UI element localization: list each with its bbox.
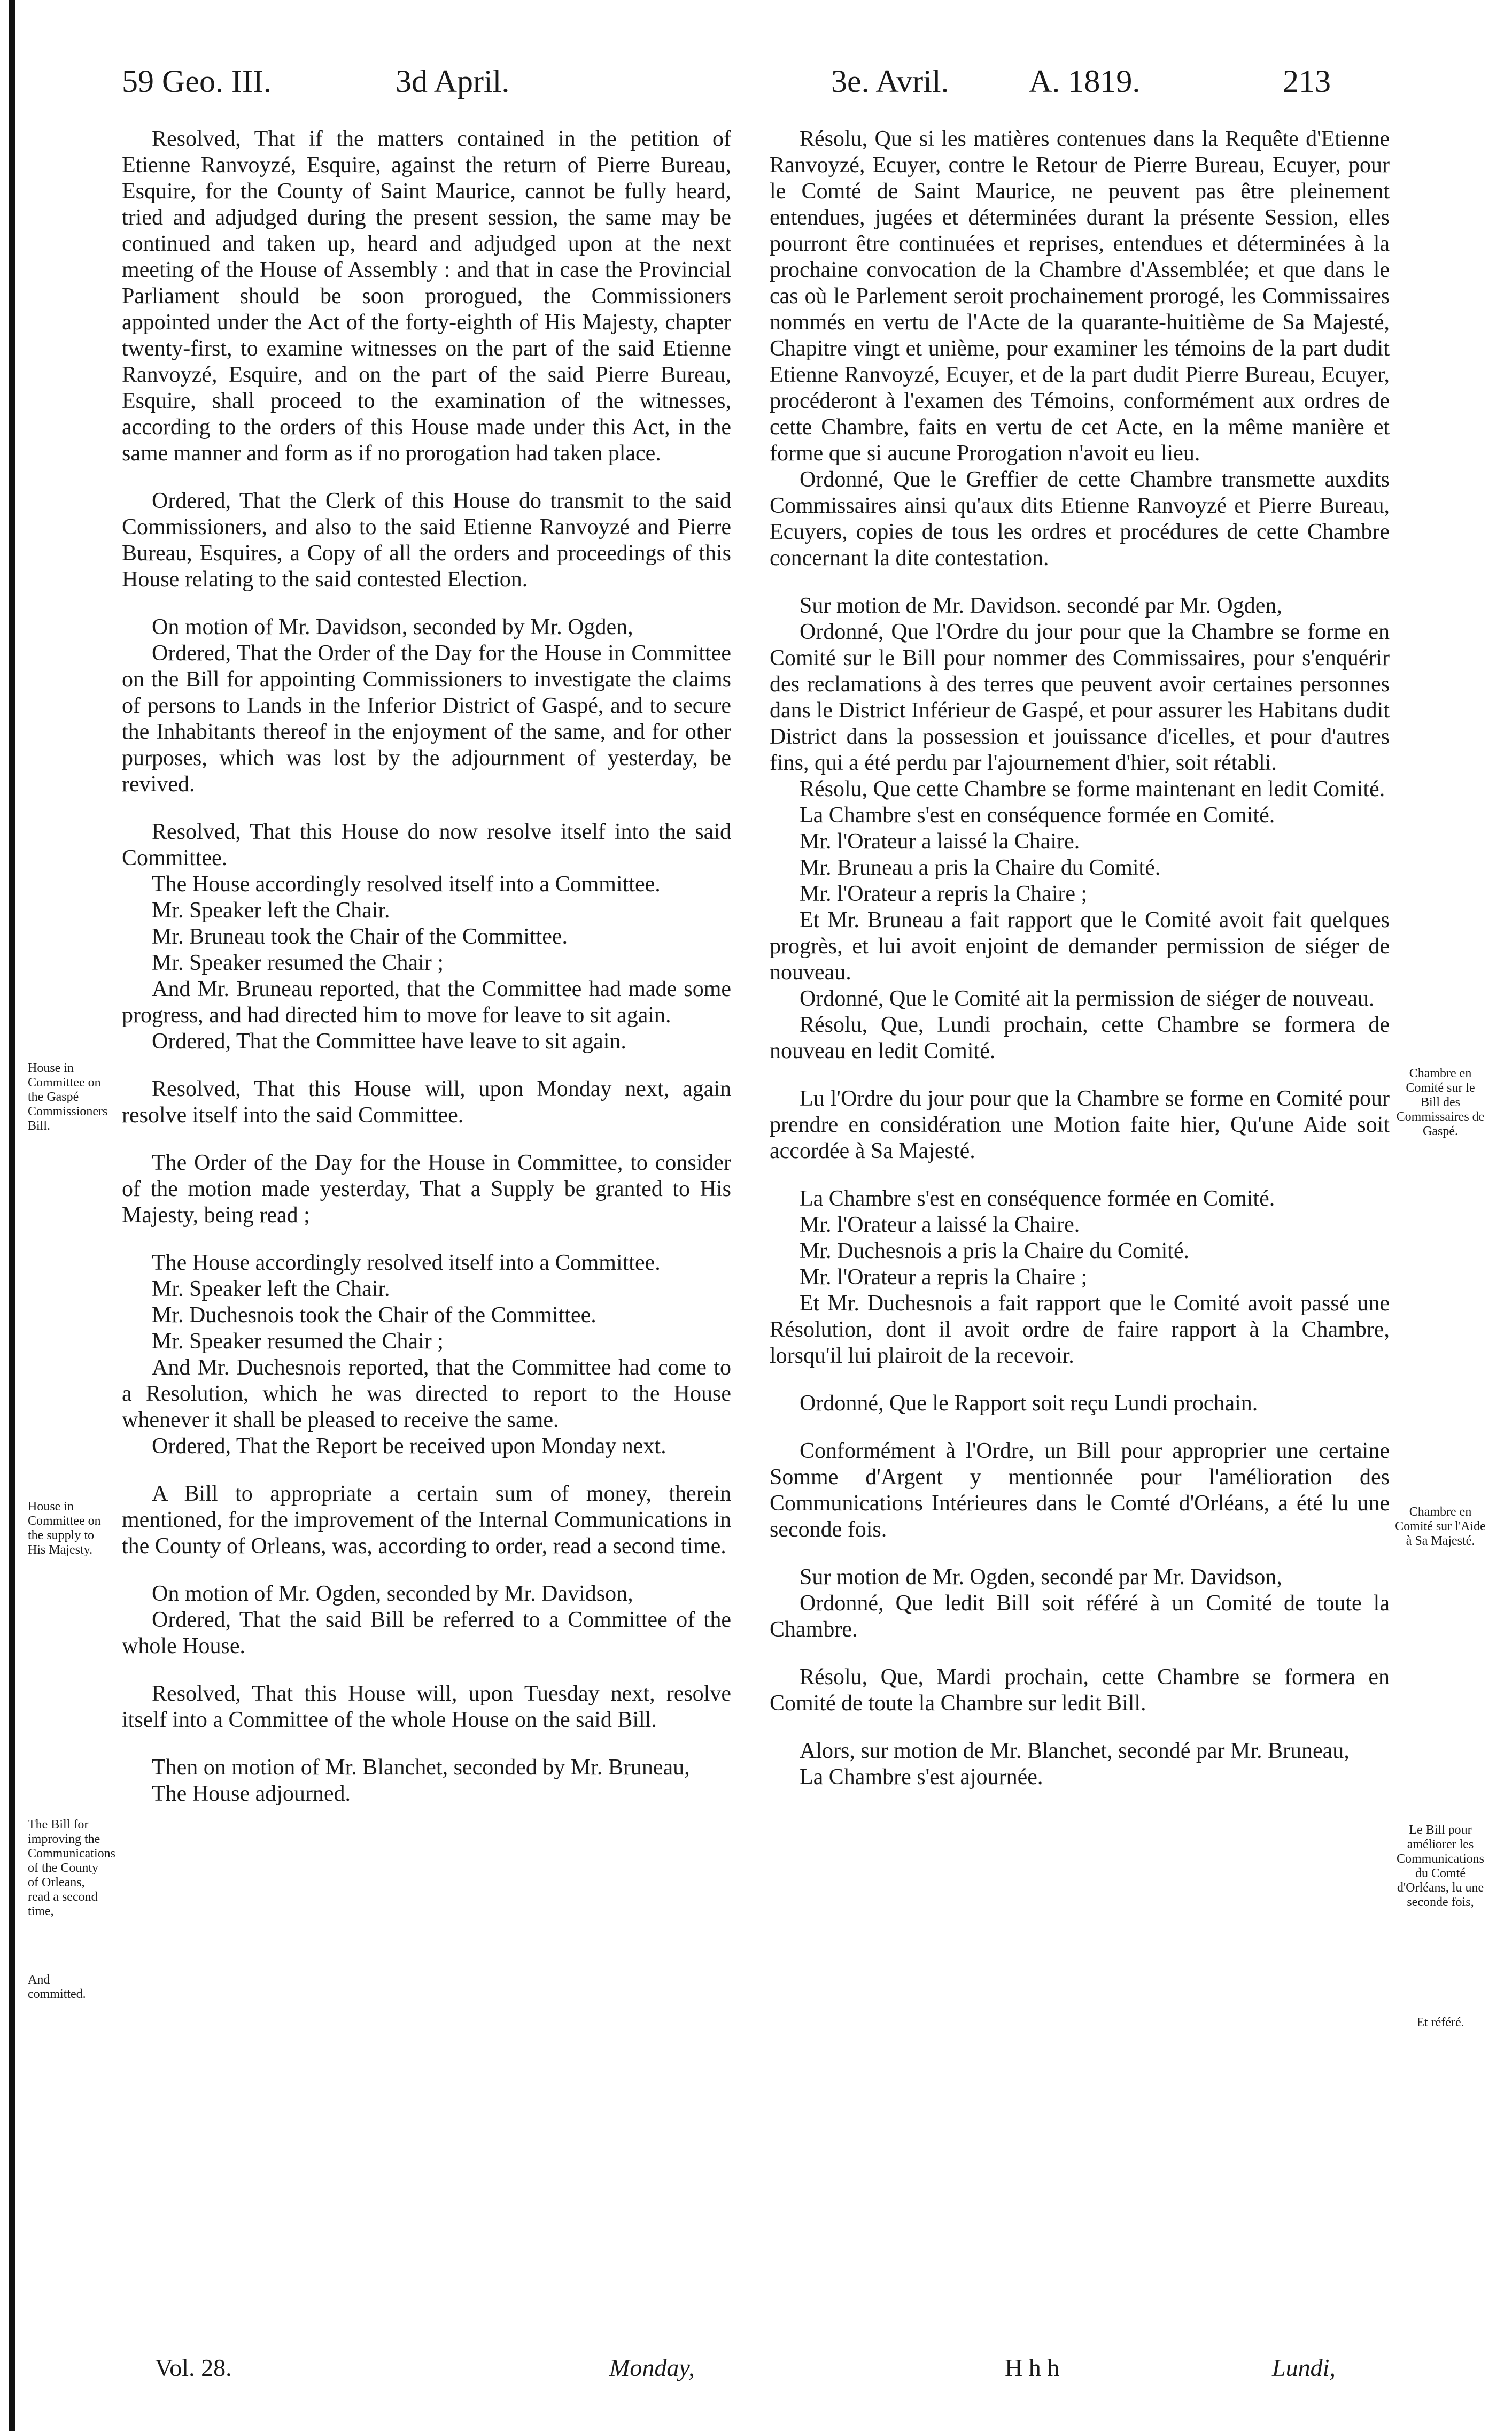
fr-para: La Chambre s'est ajournée. <box>800 1765 1043 1789</box>
margin-note-left: House in Committee on the Gaspé Commissioners Bill. <box>28 1061 108 1133</box>
fr-para: Et Mr. Bruneau a fait rapport que le Comité avoit fait quelques progrès, et lui avoit enjoint de demander permission de siéger de nouveau. <box>770 908 1390 985</box>
margin-note-right: Chambre en Comité sur le Bill des Commissaires de Gaspé. <box>1396 1067 1485 1138</box>
en-para: Ordered, That the said Bill be referred to a Committee of the whole House. <box>122 1608 731 1658</box>
en-para: Ordered, That the Committee have leave to sit again. <box>152 1029 626 1054</box>
catchword-fr: Lundi, <box>1272 2354 1336 2381</box>
margin-note-right: Chambre en Comité sur l'Aide à Sa Majesté. <box>1395 1505 1486 1548</box>
en-para: The House adjourned. <box>152 1781 351 1806</box>
margin-note-right: Et référé. <box>1416 2016 1464 2029</box>
fr-para: Lu l'Ordre du jour pour que la Chambre se forme en Comité pour prendre en considération une Motion faite hier, Qu'une Aide soit accordée à Sa Majesté. <box>770 1086 1390 1163</box>
fr-para: Ordonné, Que ledit Bill soit référé à un Comité de toute la Chambre. <box>770 1591 1390 1642</box>
en-para: Ordered, That the Clerk of this House do transmit to the said Commissioners, and also to the said Etienne Ranvoyzé and Pierre Bureau, Esquires, a Copy of all the orders and proceedings of this House relating to the said contested Election. <box>122 489 731 592</box>
fr-para: Sur motion de Mr. Ogden, secondé par Mr. Davidson, <box>800 1565 1282 1589</box>
en-para: Ordered, That the Order of the Day for the House in Committee on the Bill for appointing Commissioners to investigate the claims of persons to Lands in the Inferior District of Gaspé, and to secure the Inhabitants thereof in the enjoyment of the same, and for other purposes, which was lost by the adjournment of yesterday, be revived. <box>122 641 731 797</box>
fr-para: Ordonné, Que le Rapport soit reçu Lundi prochain. <box>800 1391 1258 1416</box>
page-edge-rule <box>9 0 15 2431</box>
en-para: Mr. Speaker resumed the Chair ; <box>152 1329 444 1354</box>
en-para: On motion of Mr. Ogden, seconded by Mr. Davidson, <box>152 1581 633 1606</box>
en-para: And Mr. Duchesnois reported, that the Committee had come to a Resolution, which he was directed to report to the House whenever it shall be pleased to receive the same. <box>122 1355 731 1432</box>
en-para: Resolved, That this House do now resolve itself into the said Committee. <box>122 820 731 870</box>
fr-para: Mr. Bruneau a pris la Chaire du Comité. <box>800 855 1161 880</box>
page-number: 213 <box>1283 64 1331 99</box>
en-para: Mr. Speaker left the Chair. <box>152 898 390 923</box>
fr-para: Résolu, Que si les matières contenues dans la Requête d'Etienne Ranvoyzé, Ecuyer, contre le Retour de Pierre Bureau, Ecuyer, pour le Comté de Saint Maurice, ne peuvent pas être pleinement entendues, jugées et déterminées durant la présente Session, elles pourront être continuées et reprises, entendues et déterminées à la prochaine convocation de la Chambre d'Assemblée; et que dans le cas où le Parlement seroit prochainement prorogé, les Commissaires nommés en vertu de l'Acte de la quarante-huitième de Sa Majesté, Chapitre vingt et unième, pour examiner les témoins de la part dudit Etienne Ranvoyzé, Ecuyer, et de la part dudit Pierre Bureau, Ecuyer, procéderont à l'examen des Témoins, conformément aux ordres de cette Chambre, faits en vertu de cet Acte, en la même manière et forme que si aucune Prorogation n'avoit eu lieu. <box>770 127 1390 466</box>
volume-number: Vol. 28. <box>155 2354 232 2381</box>
en-para: Mr. Duchesnois took the Chair of the Committee. <box>152 1303 596 1328</box>
en-para: And Mr. Bruneau reported, that the Committee had made some progress, and had directed him to move for leave to sit again. <box>122 977 731 1028</box>
fr-para: Ordonné, Que le Comité ait la permission de siéger de nouveau. <box>800 986 1375 1011</box>
header-year: A. 1819. <box>1029 64 1141 99</box>
fr-para: Ordonné, Que le Greffier de cette Chambre transmette auxdits Commissaires ainsi qu'aux dits Etienne Ranvoyzé et Pierre Bureau, Ecuyers, copies de tous les ordres et procédures de cette Chambre concernant la dite contestation. <box>770 467 1390 570</box>
en-para: Mr. Speaker resumed the Chair ; <box>152 951 444 975</box>
margin-note-left: The Bill for improving the Communications of the County of Orleans, read a second time, <box>28 1818 115 1918</box>
signature-mark: H h h <box>1005 2354 1060 2381</box>
margin-note-right: Le Bill pour améliorer les Communications du Comté d'Orléans, lu une seconde fois, <box>1397 1823 1484 1909</box>
en-para: Mr. Bruneau took the Chair of the Committee. <box>152 924 568 949</box>
fr-para: Mr. l'Orateur a repris la Chaire ; <box>800 882 1088 906</box>
margin-note-left: House in Committee on the supply to His Majesty. <box>28 1500 101 1557</box>
catchword-en: Monday, <box>609 2354 695 2381</box>
fr-para: Mr. l'Orateur a laissé la Chaire. <box>800 829 1080 854</box>
french-column <box>770 126 1390 1791</box>
header-date-en: 3d April. <box>396 64 510 99</box>
en-para: Ordered, That the Report be received upon Monday next. <box>152 1434 666 1458</box>
fr-para: Alors, sur motion de Mr. Blanchet, secondé par Mr. Bruneau, <box>800 1739 1350 1763</box>
margin-note-left: And committed. <box>28 1973 86 2001</box>
fr-para: Conformément à l'Ordre, un Bill pour approprier une certaine Somme d'Argent y mentionnée pour l'amélioration des Communications Intérieures dans le Comté d'Orléans, a été lu une seconde fois. <box>770 1439 1390 1542</box>
fr-para: Ordonné, Que l'Ordre du jour pour que la Chambre se forme en Comité sur le Bill pour nommer des Commissaires, pour s'enquérir des reclamations à des terres que peuvent avoir certaines personnes dans le District Inférieur de Gaspé, et pour assurer les Habitans dudit District dans la possession et jouissance d'icelles, et pour d'autres fins, qui a été perdu par l'ajournement d'hier, soit rétabli. <box>770 620 1390 775</box>
en-para: The House accordingly resolved itself into a Committee. <box>152 872 661 897</box>
fr-para: Résolu, Que, Mardi prochain, cette Chambre se formera en Comité de toute la Chambre sur ledit Bill. <box>770 1665 1390 1716</box>
en-para: Then on motion of Mr. Blanchet, seconded by Mr. Bruneau, <box>152 1755 690 1780</box>
en-para: Resolved, That this House will, upon Tuesday next, resolve itself into a Committee of the whole House on the said Bill. <box>122 1681 731 1732</box>
fr-para: Mr. l'Orateur a repris la Chaire ; <box>800 1265 1088 1290</box>
english-column <box>122 126 731 1807</box>
fr-para: Résolu, Que, Lundi prochain, cette Chambre se formera de nouveau en ledit Comité. <box>770 1013 1390 1063</box>
fr-para: La Chambre s'est en conséquence formée en Comité. <box>800 1186 1275 1211</box>
fr-para: Mr. l'Orateur a laissé la Chaire. <box>800 1213 1080 1237</box>
en-para: The Order of the Day for the House in Committee, to consider of the motion made yesterday, That a Supply be granted to His Majesty, being read ; <box>122 1151 731 1228</box>
fr-para: Mr. Duchesnois a pris la Chaire du Comité. <box>800 1239 1190 1263</box>
en-para: Resolved, That this House will, upon Monday next, again resolve itself into the said Committee. <box>122 1077 731 1128</box>
fr-para: Et Mr. Duchesnois a fait rapport que le Comité avoit passé une Résolution, dont il avoit ordre de faire rapport à la Chambre, lorsqu'il lui plairoit de la recevoir. <box>770 1291 1390 1368</box>
en-para: On motion of Mr. Davidson, seconded by Mr. Ogden, <box>152 615 633 639</box>
en-para: Mr. Speaker left the Chair. <box>152 1277 390 1301</box>
en-para: Resolved, That if the matters contained in the petition of Etienne Ranvoyzé, Esquire, against the return of Pierre Bureau, Esquire, for the County of Saint Maurice, cannot be fully heard, tried and adjudged during the present session, the same may be continued and taken up, heard and adjudged upon at the next meeting of the House of Assembly : and that in case the Provincial Parliament should be soon prorogued, the Commissioners appointed under the Act of the forty-eighth of His Majesty, chapter twenty-first, to examine witnesses on the part of the said Etienne Ranvoyzé, Esquire, and on the part of the said Pierre Bureau, Esquire, shall proceed to the examination of the witnesses, according to the orders of this House made under this Act, in the same manner and form as if no prorogation had taken place. <box>122 127 731 466</box>
fr-para: Résolu, Que cette Chambre se forme maintenant en ledit Comité. <box>800 777 1385 801</box>
en-para: The House accordingly resolved itself into a Committee. <box>152 1251 661 1275</box>
header-session: 59 Geo. III. <box>122 64 272 99</box>
en-para: A Bill to appropriate a certain sum of money, therein mentioned, for the improvement of the Internal Communications in the County of Orleans, was, according to order, read a second time. <box>122 1481 731 1558</box>
header-date-fr: 3e. Avril. <box>831 64 949 99</box>
fr-para: Sur motion de Mr. Davidson. secondé par Mr. Ogden, <box>800 593 1282 618</box>
fr-para: La Chambre s'est en conséquence formée en Comité. <box>800 803 1275 828</box>
